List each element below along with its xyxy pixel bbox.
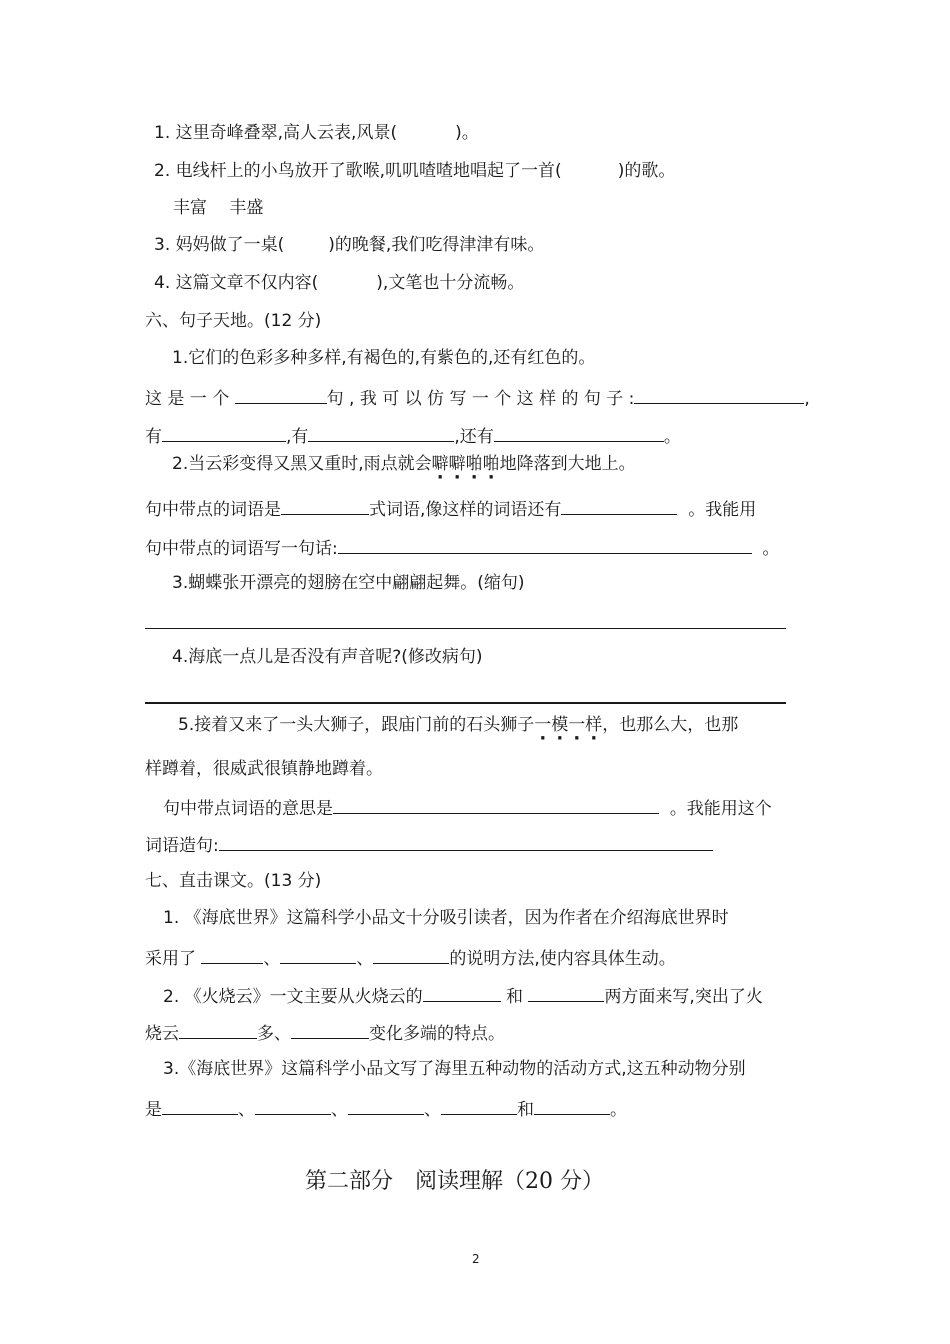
- q-text: 这篇文章不仅内容(: [175, 273, 319, 293]
- dotted-char: 噼: [448, 454, 466, 474]
- separator: 、: [424, 1100, 441, 1120]
- text: 采用了: [145, 949, 196, 969]
- s7-q3-line2: [145, 1096, 627, 1121]
- answer-blank[interactable]: [561, 496, 677, 515]
- dotted-char: 一: [568, 715, 586, 735]
- s6-q1-line3: [145, 423, 681, 448]
- answer-blank[interactable]: [308, 423, 454, 442]
- s7-q1-line1: 1. 《海底世界》这篇科学小品文十分吸引读者，因为作者在介绍海底世界时: [163, 908, 729, 928]
- s6-q1-line2: [145, 385, 810, 410]
- answer-blank[interactable]: [494, 423, 664, 442]
- word-choices: 丰富 丰盛: [173, 198, 264, 218]
- s7-q1-line2: [145, 945, 676, 970]
- s6-q3: 3.蝴蝶张开漂亮的翅膀在空中翩翩起舞。(缩句): [172, 573, 525, 593]
- separator: 、: [238, 1100, 255, 1120]
- text: 。: [663, 427, 681, 447]
- text: 。: [762, 539, 780, 559]
- separator: 、: [356, 949, 374, 969]
- text: ,还有: [454, 427, 494, 447]
- answer-blank[interactable]: [219, 832, 713, 851]
- text: 多、: [257, 1024, 291, 1044]
- answer-blank[interactable]: [423, 983, 501, 1002]
- q-text: 妈妈做了一桌(: [175, 235, 285, 255]
- text: 2. 《火烧云》一文主要从火烧云的: [163, 987, 423, 1007]
- text: 和: [506, 987, 524, 1007]
- text: 。: [610, 1100, 627, 1120]
- section-6-title: 六、句子天地。(12 分): [145, 311, 322, 331]
- s5-q3: [154, 234, 544, 256]
- q-text-end: )的歌。: [617, 161, 676, 181]
- text: 地降落到大地上。: [499, 454, 636, 474]
- section-7-title: 七、直击课文。(13 分): [145, 871, 322, 891]
- dotted-char: 噼: [431, 454, 449, 474]
- q-text-end: ),文笔也十分流畅。: [376, 273, 525, 293]
- s6-q2-sentence: [172, 453, 636, 475]
- text: 句中带点的词语写一句话:: [145, 539, 338, 559]
- dotted-char: 啪: [465, 454, 483, 474]
- answer-blank[interactable]: [634, 385, 804, 404]
- s7-q3-line1: 3.《海底世界》这篇科学小品文写了海里五种动物的活动方式,这五种动物分别: [163, 1059, 746, 1079]
- text: 句 , 我 可 以 仿 写 一 个 这 样 的 句 子 :: [326, 389, 635, 409]
- text: 是: [145, 1100, 162, 1120]
- text: 两方面来写,突出了火: [604, 987, 763, 1007]
- text: 。我能用: [688, 500, 757, 520]
- s6-q5-line2: 样蹲着，很威武很镇静地蹲着。: [145, 759, 383, 779]
- text: 式词语,像这样的词语还有: [369, 500, 562, 520]
- q-text-end: )的晚餐,我们吃得津津有味。: [328, 235, 545, 255]
- text: ,有: [286, 427, 309, 447]
- answer-blank[interactable]: [348, 1096, 424, 1115]
- answer-blank[interactable]: [280, 945, 356, 964]
- answer-blank[interactable]: [528, 983, 604, 1002]
- text: 2.当云彩变得又黑又重时,雨点就会: [172, 454, 432, 474]
- s5-q1: [154, 122, 479, 144]
- separator: 、: [331, 1100, 348, 1120]
- s6-q4: 4.海底一点儿是否没有声音呢?(修改病句): [172, 647, 483, 667]
- s6-q5-line3: [163, 795, 772, 820]
- s6-q2-line3: [145, 535, 780, 560]
- answer-blank[interactable]: [534, 1096, 610, 1115]
- separator: 、: [263, 949, 281, 969]
- dotted-char: 样: [585, 715, 603, 735]
- q-number: 2.: [154, 161, 171, 181]
- q-number: 3.: [154, 235, 171, 255]
- s6-q5-line4: [145, 832, 713, 857]
- answer-blank[interactable]: [441, 1096, 517, 1115]
- answer-blank[interactable]: [162, 423, 286, 442]
- s5-q4: [154, 272, 524, 294]
- dotted-char: 啪: [482, 454, 500, 474]
- answer-blank[interactable]: [291, 1020, 369, 1039]
- text: 句中带点词语的意思是: [163, 799, 333, 819]
- s7-q2-line1: [163, 983, 763, 1008]
- text: 5.接着又来了一头大狮子，跟庙门前的石头狮子: [178, 715, 535, 735]
- part-2-title: 第二部分 阅读理解（20 分）: [305, 1169, 604, 1194]
- answer-blank[interactable]: [338, 535, 752, 554]
- answer-blank[interactable]: [201, 945, 263, 964]
- s6-q2-line2: [145, 496, 756, 521]
- answer-blank[interactable]: [333, 795, 659, 814]
- answer-blank[interactable]: [162, 1096, 238, 1115]
- answer-line[interactable]: [145, 628, 786, 629]
- text: 烧云: [145, 1024, 179, 1044]
- s6-q5-sentence: [178, 714, 738, 736]
- text: 变化多端的特点。: [369, 1024, 505, 1044]
- text: 有: [145, 427, 162, 447]
- text: 。我能用这个: [669, 799, 772, 819]
- text: 词语造句:: [145, 836, 219, 856]
- answer-blank[interactable]: [281, 496, 369, 515]
- text: 句中带点的词语是: [145, 500, 281, 520]
- page-number: 2: [472, 1252, 480, 1266]
- q-number: 4.: [154, 273, 171, 293]
- answer-blank[interactable]: [255, 1096, 331, 1115]
- text: 这 是 一 个: [145, 389, 230, 409]
- text: 的说明方法,使内容具体生动。: [449, 949, 676, 969]
- s6-q1-sentence: 1.它们的色彩多种多样,有褐色的,有紫色的,还有红色的。: [172, 348, 596, 368]
- answer-blank[interactable]: [235, 385, 327, 404]
- s7-q2-line2: [145, 1020, 505, 1045]
- q-text: 电线杆上的小鸟放开了歌喉,叽叽喳喳地唱起了一首(: [175, 161, 562, 181]
- dotted-char: 一: [534, 715, 552, 735]
- answer-line[interactable]: [145, 702, 786, 704]
- text: 和: [517, 1100, 534, 1120]
- answer-blank[interactable]: [179, 1020, 257, 1039]
- s5-q2: [154, 160, 675, 182]
- answer-blank[interactable]: [373, 945, 449, 964]
- q-number: 1.: [154, 123, 171, 143]
- text: ，也那么大，也那: [602, 715, 739, 735]
- q-text: 这里奇峰叠翠,高人云表,风景(: [175, 123, 398, 143]
- text: ,: [804, 389, 810, 409]
- dotted-char: 模: [551, 715, 569, 735]
- q-text-end: )。: [455, 123, 479, 143]
